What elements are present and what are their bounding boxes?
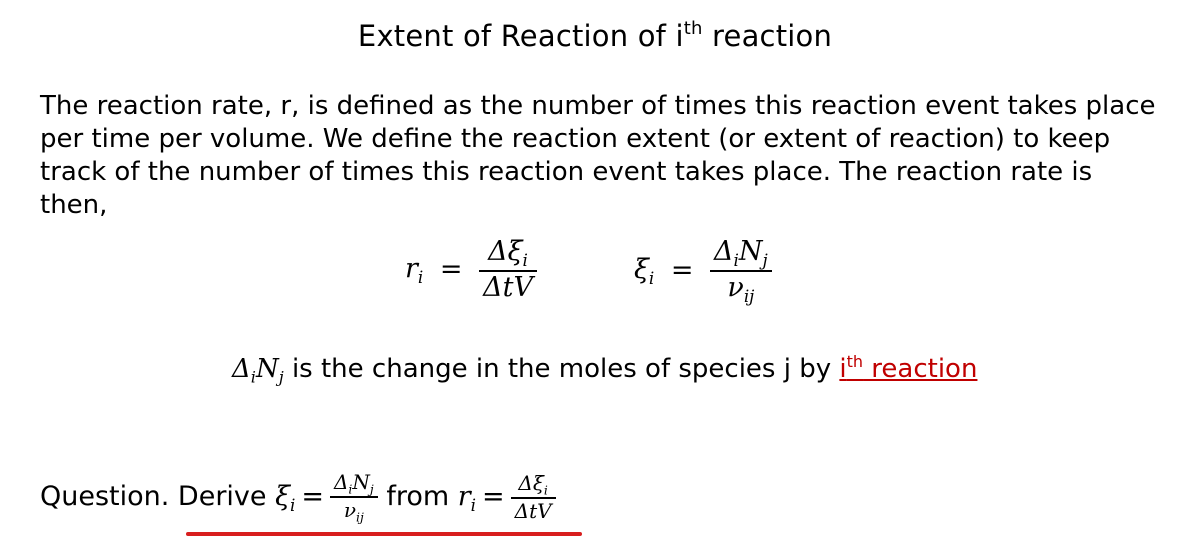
xi-symbol: $\xi_i$ [275, 480, 296, 515]
definition-text: is the change in the moles of species j by [283, 354, 840, 384]
title-superscript: th [683, 18, 703, 39]
rate-numerator: $\Delta\xi_i$ [479, 236, 537, 272]
slide-title [0, 18, 1190, 53]
rate-symbol: $r_i$ [405, 252, 424, 287]
rate-denominator: ΔtV [483, 271, 533, 303]
question-underline [186, 532, 582, 536]
title-suffix: reaction [702, 19, 833, 53]
equals-sign: = [301, 480, 324, 512]
question-line [40, 470, 556, 525]
intro-paragraph: The reaction rate, r, is defined as the number of times this reaction event takes place per time per volume. We define the reaction extent (or extent of reaction) to keep track of the number of times this reaction event takes place. The reaction rate is then, [40, 91, 1156, 220]
rate-equation [405, 236, 537, 303]
from-text: from [377, 480, 458, 512]
r-symbol: $r_i$ [457, 480, 477, 515]
equals-sign: = [670, 255, 694, 287]
extent-fraction [710, 236, 772, 306]
rate-fraction [479, 236, 537, 303]
equals-sign: = [439, 253, 463, 285]
ith-reaction-link[interactable]: $i^{th}$ reaction [839, 352, 978, 384]
extent-denominator: $\nu_{ij}$ [727, 271, 755, 306]
definition-line [232, 352, 977, 387]
extent-numerator: $\Delta_iN_j$ [710, 236, 772, 272]
delta-n-symbol: $\Delta_iN_j$ [232, 354, 284, 387]
title-prefix: Extent of Reaction of i [357, 19, 684, 53]
question-rate-fraction: $\frac{\Delta\xi_i}{\text{ΔtV}}$ [511, 471, 556, 523]
equals-sign: = [482, 480, 505, 512]
question-label: Question. Derive [40, 480, 276, 512]
extent-equation [634, 236, 772, 306]
extent-symbol: $\xi_i$ [634, 253, 655, 288]
question-extent-fraction: $\frac{\Delta_iN_j}{\nu_{ij}}$ [330, 470, 378, 525]
